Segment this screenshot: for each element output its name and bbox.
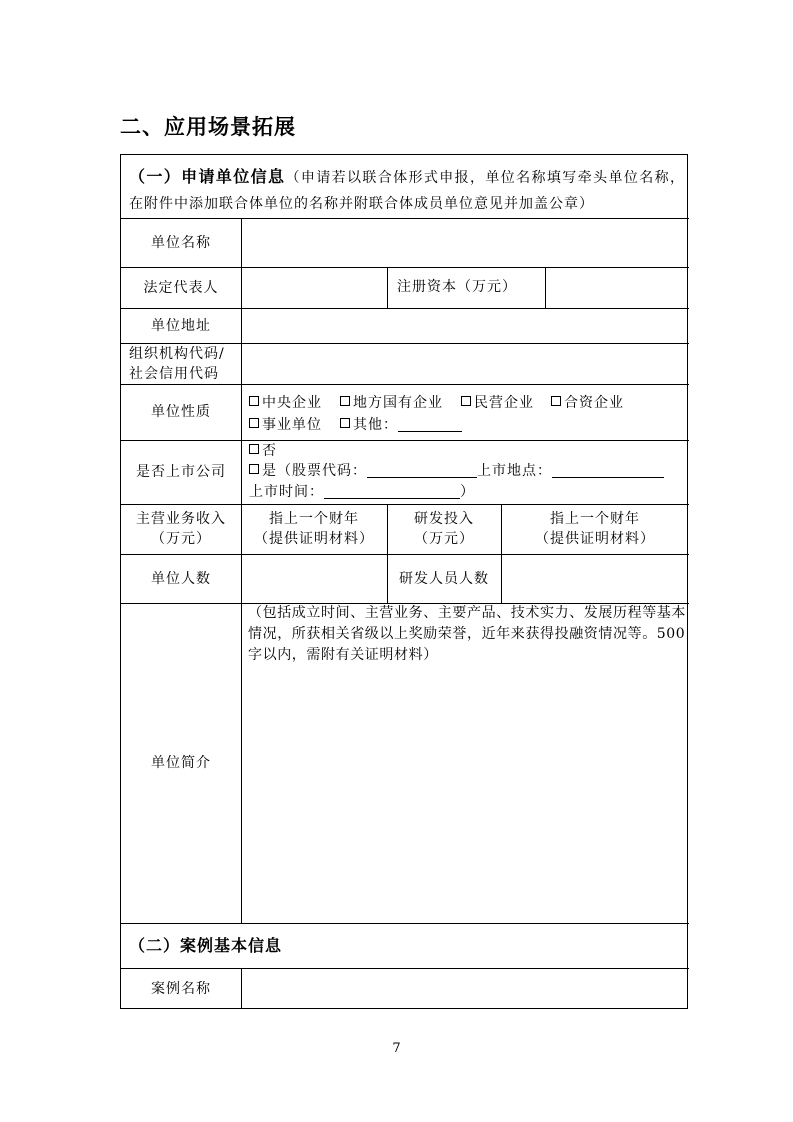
col-divider bbox=[387, 267, 388, 308]
rd-hint-line1: 指上一个财年 bbox=[550, 511, 640, 527]
revenue-hint-line1: 指上一个财年 bbox=[269, 511, 359, 527]
nature-option-local-state[interactable] bbox=[340, 392, 443, 412]
nature-label: 单位性质 bbox=[151, 404, 211, 420]
legal-rep-field[interactable] bbox=[242, 268, 387, 308]
application-form-table bbox=[120, 154, 688, 1009]
revenue-field[interactable] bbox=[241, 504, 387, 554]
rd-label-line2: （万元） bbox=[414, 531, 474, 547]
listed-no-label: 否 bbox=[262, 443, 277, 459]
checkbox-icon bbox=[249, 418, 259, 428]
rd-label bbox=[387, 504, 501, 554]
org-code-label-line1: 组织机构代码/ bbox=[129, 346, 225, 362]
listed-label: 是否上市公司 bbox=[136, 464, 226, 480]
listed-option-no[interactable] bbox=[249, 442, 277, 460]
rd-label-line1: 研发投入 bbox=[414, 511, 474, 527]
checkbox-icon bbox=[461, 396, 471, 406]
checkbox-icon bbox=[249, 464, 259, 474]
listed-market-label: 上市地点： bbox=[477, 463, 552, 479]
address-field[interactable] bbox=[242, 309, 688, 343]
nature-option-central[interactable] bbox=[249, 392, 322, 412]
page-number: 7 bbox=[392, 1041, 401, 1056]
rd-hint-line2: （提供证明材料） bbox=[535, 531, 655, 547]
nature-option-institution[interactable] bbox=[249, 414, 322, 434]
revenue-label bbox=[121, 504, 241, 554]
page-heading: 二、应用场景拓展 bbox=[120, 115, 296, 139]
nature-option-label: 其他： bbox=[353, 417, 398, 433]
org-code-field[interactable] bbox=[242, 344, 688, 384]
checkbox-icon bbox=[249, 396, 259, 406]
address-label: 单位地址 bbox=[151, 317, 211, 334]
checkbox-icon bbox=[340, 418, 350, 428]
rd-staff-label: 研发人员人数 bbox=[399, 570, 489, 587]
nature-option-private[interactable] bbox=[461, 392, 534, 412]
other-blank[interactable] bbox=[398, 417, 462, 432]
market-blank[interactable] bbox=[552, 463, 664, 478]
revenue-label-line2: （万元） bbox=[151, 531, 211, 547]
unit-name-field[interactable] bbox=[242, 219, 688, 267]
nature-option-label: 事业单位 bbox=[262, 417, 322, 433]
listing-time-blank[interactable] bbox=[324, 484, 460, 499]
rd-field[interactable] bbox=[501, 504, 689, 554]
revenue-label-line1: 主营业务收入 bbox=[136, 511, 226, 527]
listed-yes-label: 是（股票代码： bbox=[262, 463, 367, 479]
listed-close: ） bbox=[460, 484, 475, 500]
revenue-hint-line2: （提供证明材料） bbox=[254, 531, 374, 547]
intro-hint: （包括成立时间、主营业务、主要产品、技术实力、发展历程等基本情况，所获相关省级以上奖励荣誉，近年来获得投融资情况等。500字以内，需附有关证明材料） bbox=[248, 605, 686, 663]
nature-option-label: 民营企业 bbox=[474, 395, 534, 411]
section1-note: （申请若以联合体形式申报，单位名称填写牵头单位名称，在附件中添加联合体单位的名称并附联合体成员单位意见并加盖公章） bbox=[129, 170, 685, 212]
section2-title: （二）案例基本信息 bbox=[129, 936, 283, 955]
section1-title: （一）申请单位信息 bbox=[129, 167, 286, 186]
stock-code-blank[interactable] bbox=[367, 463, 477, 478]
case-name-field[interactable] bbox=[242, 969, 688, 1009]
org-code-label bbox=[129, 343, 241, 384]
nature-option-other[interactable] bbox=[340, 414, 462, 434]
reg-capital-field[interactable] bbox=[546, 268, 688, 308]
staff-field[interactable] bbox=[242, 555, 387, 603]
nature-option-label: 合资企业 bbox=[564, 395, 624, 411]
listed-option-yes[interactable] bbox=[249, 461, 664, 481]
listed-time-label: 上市时间： bbox=[249, 484, 324, 500]
rd-staff-field[interactable] bbox=[502, 555, 688, 603]
reg-capital-label: 注册资本（万元） bbox=[397, 279, 517, 295]
checkbox-icon bbox=[551, 396, 561, 406]
listed-time-row bbox=[249, 482, 475, 502]
checkbox-icon bbox=[249, 444, 259, 454]
nature-option-joint[interactable] bbox=[551, 392, 624, 412]
nature-option-label: 地方国有企业 bbox=[353, 395, 443, 411]
intro-label: 单位简介 bbox=[151, 755, 211, 771]
legal-rep-label: 法定代表人 bbox=[143, 279, 219, 296]
nature-option-label: 中央企业 bbox=[262, 395, 322, 411]
section1-header bbox=[129, 164, 685, 217]
staff-label: 单位人数 bbox=[151, 570, 211, 587]
org-code-label-line2: 社会信用代码 bbox=[129, 366, 219, 382]
checkbox-icon bbox=[340, 396, 350, 406]
case-name-label: 案例名称 bbox=[151, 980, 211, 997]
unit-name-label: 单位名称 bbox=[151, 234, 211, 251]
